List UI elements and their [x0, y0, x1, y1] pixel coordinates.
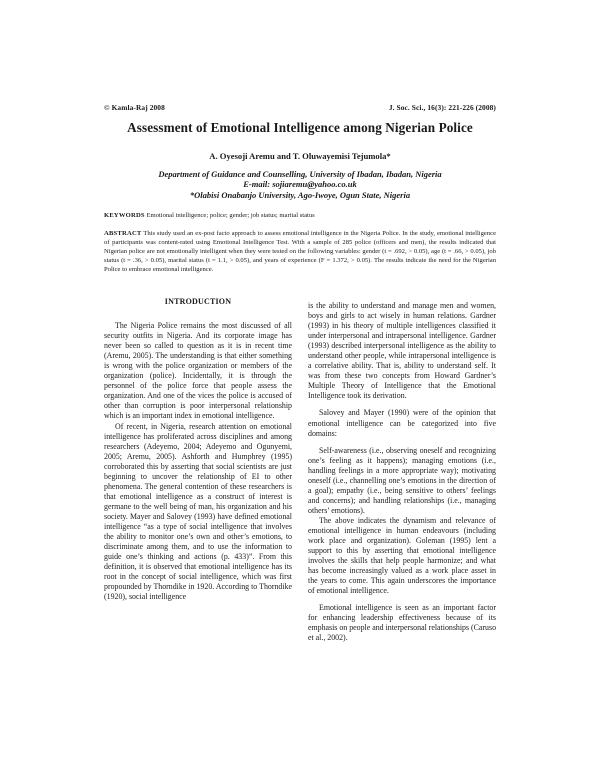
- body-paragraph: is the ability to understand and manage men and women, boys and girls to act wisely in human relations. Gardner (1993) in his theory of multiple intelligences classified it under interpersonal and intrapersonal intelligence. Gardner (1993) described interpersonal intelligence as the ability to understand other people, while intrapersonal intelligence is a correlative ability. That is, ability to understand self. It was from these two concepts from Howard Gardner’s Multiple Theory of Intelligence that the Emotional Intelligence took its derivation.: [308, 301, 496, 401]
- body-column-right: [308, 301, 496, 644]
- body-paragraph: Self-awareness (i.e., observing oneself and recognizing one’s feeling as it happens); managing emotions (i.e., handling feelings in a more appropriate way); motivating oneself (i.e., channelling one’s emotions in the direction of a goal); empathy (i.e., being sensitive to others’ feelings and concerns); and handling relationships (i.e., managing others’ emotions).: [308, 445, 496, 515]
- body-column-left: [104, 297, 292, 602]
- keywords-text: Emotional intelligence; police; gender; job status; marital status: [146, 212, 315, 219]
- running-header: [104, 103, 496, 112]
- abstract-block: [104, 230, 496, 275]
- affiliation-line-1: Department of Guidance and Counselling, University of Ibadan, Ibadan, Nigeria: [158, 169, 442, 179]
- body-paragraph: Emotional intelligence is seen as an important factor for enhancing leadership effectiveness because of its emphasis on people and interpersonal relationships (Caruso et al., 2002).: [308, 603, 497, 643]
- body-paragraph: The above indicates the dynamism and relevance of emotional intelligence in human endeavours (including work place and organization). Goleman (1995) lent a support to this by asserting that emotional intelligence involves the skills that help people harmonize; and what has become increasingly valued as a work place asset in the years to come. This again underscores the importance of emotional intelligence.: [308, 515, 496, 596]
- body-paragraph: Salovey and Mayer (1990) were of the opinion that emotional intelligence can be categorized into five domains:: [308, 408, 496, 438]
- affiliation-email: E-mail: sojiaremu@yahoo.co.uk: [243, 179, 357, 190]
- abstract-label: ABSTRACT: [104, 230, 142, 237]
- affiliation-line-2: *Olabisi Onabanjo University, Ago-Iwoye, Ogun State, Nigeria: [189, 189, 411, 200]
- abstract-text: This study used an ex-post facto approach to assess emotional intelligence in the Nigeria Police. In the study, emotional intelligence of participants was content-rated using Emotional Intelligence Test. With a sample of 285 police (officers and men), the results indicated that Nigerian police are not emotionally intelligent when they were tested on the following variables: gender (t = .692, > 0.05), age (t = .66, > 0.05), job status (t = .36, > 0.05), marital status (t = 1.1, > 0.05), and years of experience (F = 1.372, > 0.05). The results indicate the need for the Nigerian Police to embrace emotional intelligence.: [104, 230, 496, 273]
- author-list: A. Oyesoji Aremu and T. Oluwayemisi Tejumola*: [209, 151, 391, 161]
- paper-title: Assessment of Emotional Intelligence among Nigerian Police: [127, 120, 473, 135]
- copyright-notice: © Kamla-Raj 2008: [104, 103, 165, 112]
- journal-citation: J. Soc. Sci., 16(3): 221-226 (2008): [388, 103, 496, 112]
- body-paragraph: Of recent, in Nigeria, research attention on emotional intelligence has proliferated across disciplines and among researchers (Adeyemo, 2004; Adeyemo and Ogunyemi, 2005; Aremu, 2005). Ashforth and Humphrey (1995) corroborated this by asserting that social scientists are just beginning to uncover the relationship of EI to other phenomena. The general contention of these researchers is that emotional intelligence as a construct of interest is germane to the well being of man, his organization and his society. Mayer and Salovey (1993) have defined emotional intelligence “as a type of social intelligence that involves the ability to monitor one’s own and other’s emotions, to discriminate among them, and to use the information to guide one’s thinking and actions (p. 433)”. From this definition, it is observed that emotional intelligence has its root in the concept of social intelligence, which was first propounded by Thorndike in 1920. According to Thorndike (1920), social intelligence: [104, 421, 292, 602]
- affiliation-block: [104, 169, 496, 200]
- section-heading-introduction: INTRODUCTION: [164, 297, 232, 306]
- keywords-label: KEYWORDS: [104, 212, 145, 219]
- body-paragraph: The Nigeria Police remains the most discussed of all security outfits in Nigeria. And its corporate image has never been so called to question as it is in recent time (Aremu, 2005). The understanding is that either something is wrong with the police organization or members of the organization (police). Incidentally, it is through the personnel of the police force that people assess the organization. And one of the vices the police is accused of other than corruption is poor interpersonal relationship which is an important index in emotional intelligence.: [104, 321, 292, 421]
- keywords-block: [104, 211, 496, 220]
